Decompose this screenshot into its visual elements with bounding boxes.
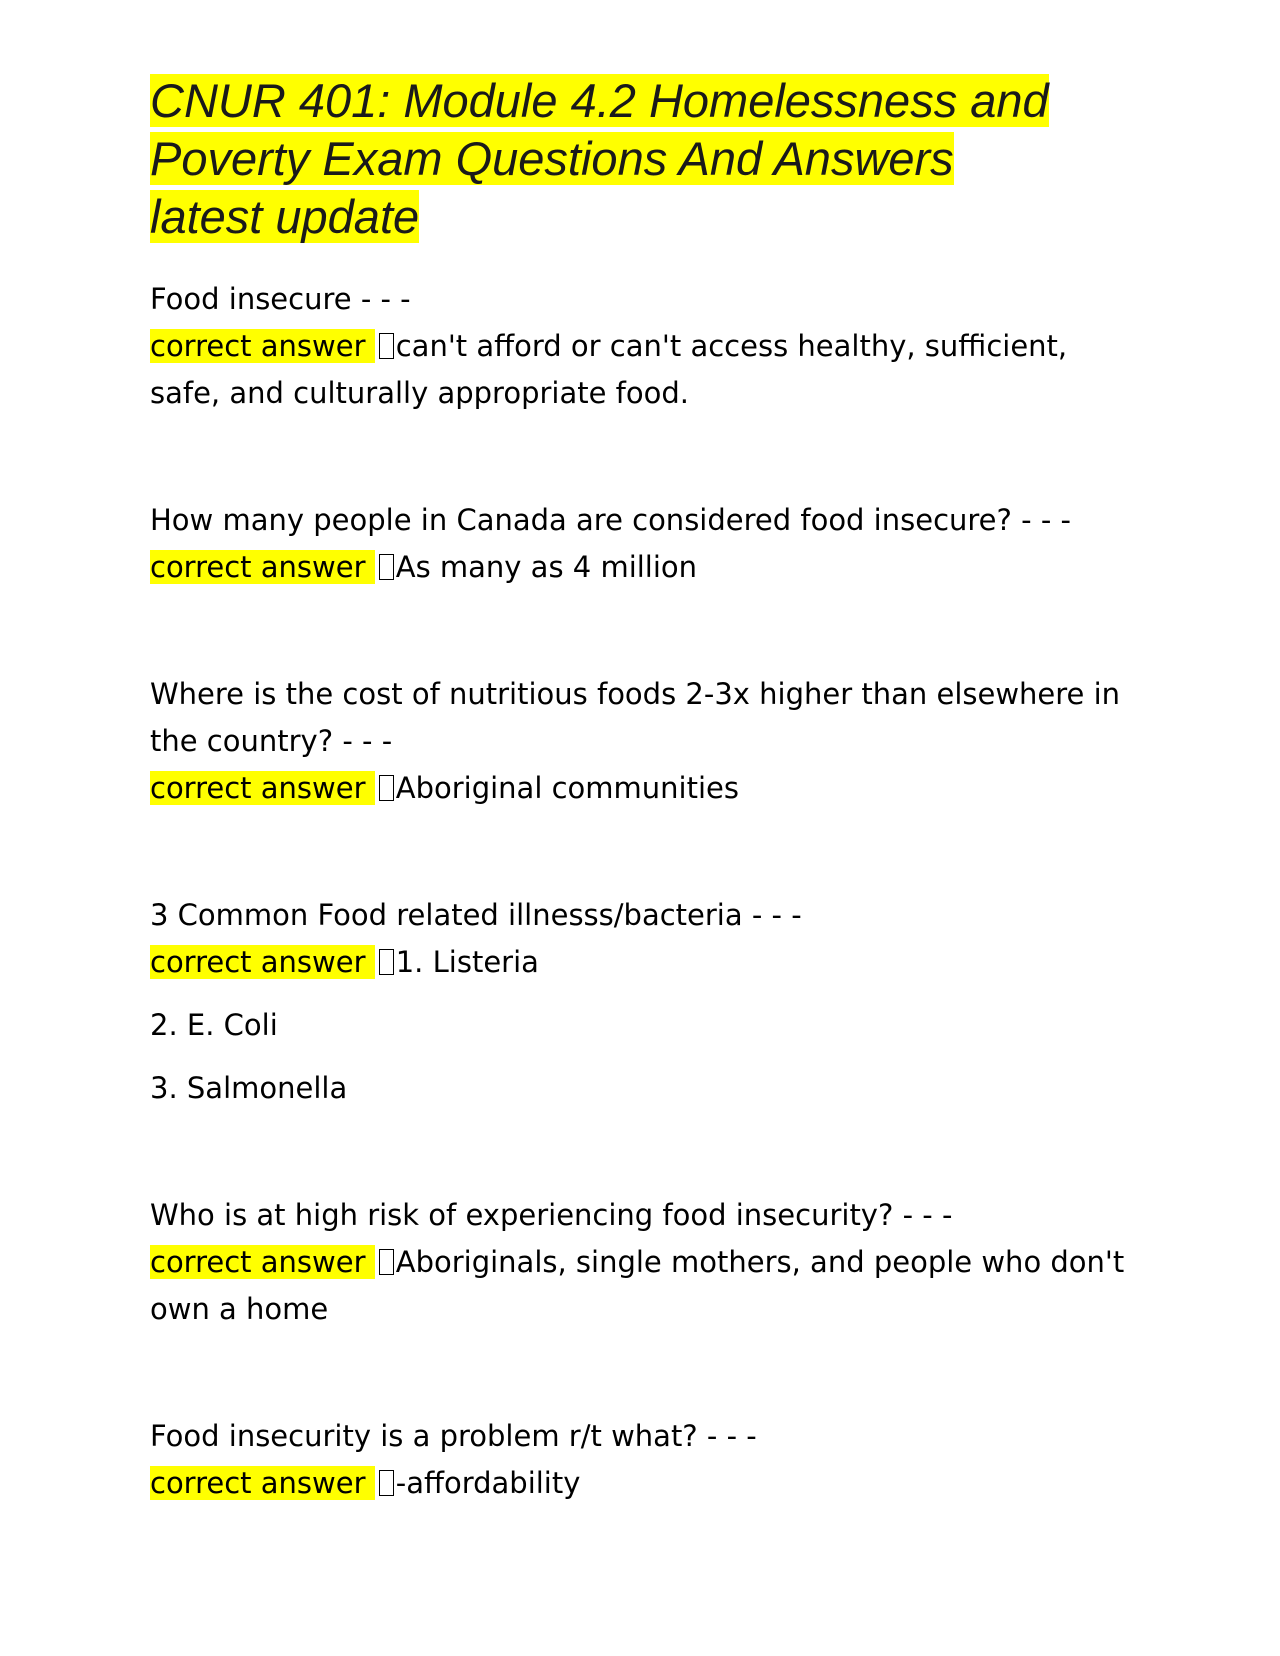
- missing-glyph-icon: [379, 554, 394, 580]
- missing-glyph-icon: [379, 1249, 394, 1275]
- answer-text: Aboriginal communities: [395, 771, 739, 805]
- correct-answer-label: correct answer: [150, 1245, 375, 1279]
- document-title: [150, 72, 1140, 246]
- missing-glyph-icon: [379, 1470, 394, 1496]
- missing-glyph-icon: [379, 949, 394, 975]
- missing-glyph-icon: [379, 775, 394, 801]
- answer-text: 1. Listeria: [395, 945, 539, 979]
- question-text: How many people in Canada are considered food insecure? - - -: [150, 503, 1071, 537]
- correct-answer-label: correct answer: [150, 329, 375, 363]
- correct-answer-label: correct answer: [150, 550, 375, 584]
- answer-text: can't afford or can't access healthy, sufficient, safe, and culturally appropriate food.: [150, 329, 1068, 410]
- correct-answer-label: correct answer: [150, 945, 375, 979]
- question-text: Food insecurity is a problem r/t what? - - -: [150, 1419, 757, 1453]
- document-page: [150, 72, 1140, 1507]
- answer-list-item: 2. E. Coli: [150, 1008, 278, 1042]
- answer-line: [150, 1239, 1140, 1333]
- answer-line: [150, 939, 1140, 986]
- qa-item: [150, 1192, 1140, 1333]
- title-line-3: latest update: [150, 190, 420, 243]
- answer-text: Aboriginals, single mothers, and people who don't own a home: [150, 1245, 1125, 1326]
- qa-item: [150, 892, 1140, 1112]
- answer-line: [150, 1460, 1140, 1507]
- answer-text: -affordability: [395, 1466, 581, 1500]
- title-line-1: CNUR 401: Module 4.2 Homelessness and: [150, 74, 1049, 127]
- answer-line: [150, 544, 1140, 591]
- answer-list-item: 3. Salmonella: [150, 1071, 348, 1105]
- answer-text: As many as 4 million: [395, 550, 698, 584]
- question-text: 3 Common Food related illnesss/bacteria - - -: [150, 898, 802, 932]
- correct-answer-label: correct answer: [150, 1466, 375, 1500]
- question-text: Where is the cost of nutritious foods 2-3x higher than elsewhere in the country? - - -: [150, 677, 1121, 758]
- answer-line: [150, 765, 1140, 812]
- question-text: Who is at high risk of experiencing food insecurity? - - -: [150, 1198, 953, 1232]
- correct-answer-label: correct answer: [150, 771, 375, 805]
- missing-glyph-icon: [379, 333, 394, 359]
- qa-item: [150, 1413, 1140, 1507]
- title-line-2: Poverty Exam Questions And Answers: [150, 132, 954, 185]
- question-text: Food insecure - - -: [150, 282, 411, 316]
- answer-line: [150, 323, 1140, 417]
- qa-item: [150, 276, 1140, 417]
- qa-item: [150, 497, 1140, 591]
- qa-item: [150, 671, 1140, 812]
